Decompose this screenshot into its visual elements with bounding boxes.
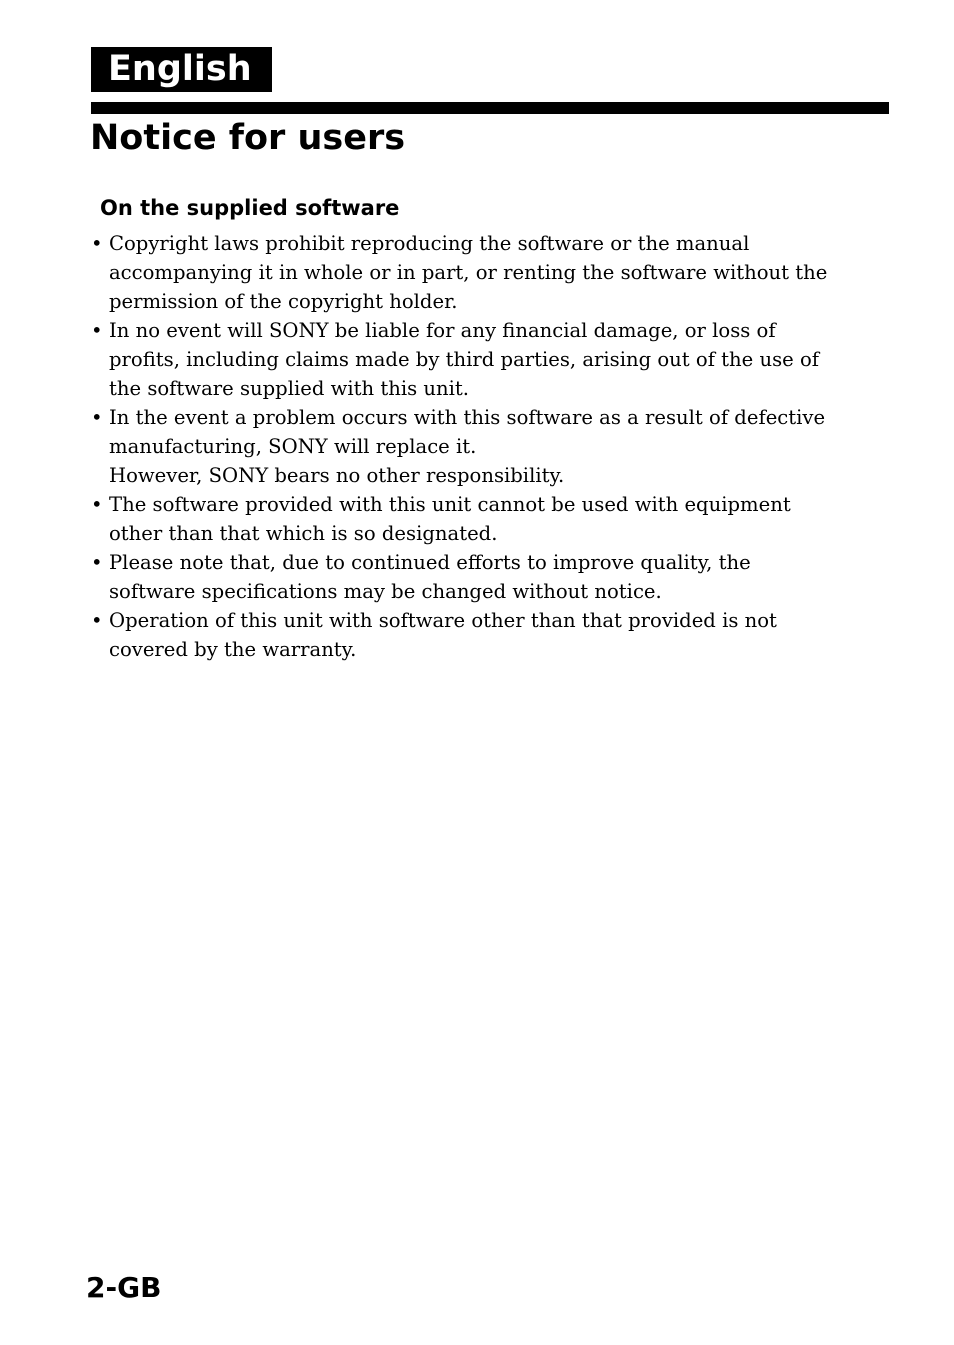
list-item-line: profits, including claims made by third parties, arising out of the use of bbox=[109, 348, 820, 371]
page-title: Notice for users bbox=[90, 118, 406, 158]
bullet-icon: • bbox=[91, 493, 103, 516]
list-item-line: Operation of this unit with software other than that provided is not bbox=[109, 609, 777, 632]
list-item-line: Copyright laws prohibit reproducing the software or the manual bbox=[109, 232, 750, 255]
list-item-line: The software provided with this unit cannot be used with equipment bbox=[109, 493, 791, 516]
list-item-line: software specifications may be changed without notice. bbox=[109, 580, 662, 603]
bullet-icon: • bbox=[91, 319, 103, 342]
list-item bbox=[91, 548, 891, 606]
list-item-line: other than that which is so designated. bbox=[109, 522, 498, 545]
page-number: 2-GB bbox=[86, 1271, 162, 1304]
section-heading: On the supplied software bbox=[100, 196, 400, 220]
language-label: English bbox=[91, 47, 272, 92]
notice-list bbox=[91, 229, 891, 664]
list-item-line: manufacturing, SONY will replace it. bbox=[109, 435, 477, 458]
list-item-line: accompanying it in whole or in part, or renting the software without the bbox=[109, 261, 828, 284]
list-item-line: In no event will SONY be liable for any financial damage, or loss of bbox=[109, 319, 776, 342]
bullet-icon: • bbox=[91, 551, 103, 574]
list-item-line: permission of the copyright holder. bbox=[109, 290, 458, 313]
list-item-line: However, SONY bears no other responsibility. bbox=[109, 464, 565, 487]
list-item-line: the software supplied with this unit. bbox=[109, 377, 470, 400]
bullet-icon: • bbox=[91, 609, 103, 632]
list-item bbox=[91, 316, 891, 403]
header-rule bbox=[91, 102, 889, 114]
bullet-icon: • bbox=[91, 406, 103, 429]
list-item bbox=[91, 229, 891, 316]
list-item-line: Please note that, due to continued efforts to improve quality, the bbox=[109, 551, 751, 574]
list-item-line: In the event a problem occurs with this software as a result of defective bbox=[109, 406, 826, 429]
list-item bbox=[91, 490, 891, 548]
bullet-icon: • bbox=[91, 232, 103, 255]
list-item-line: covered by the warranty. bbox=[109, 638, 357, 661]
list-item bbox=[91, 403, 891, 490]
list-item bbox=[91, 606, 891, 664]
